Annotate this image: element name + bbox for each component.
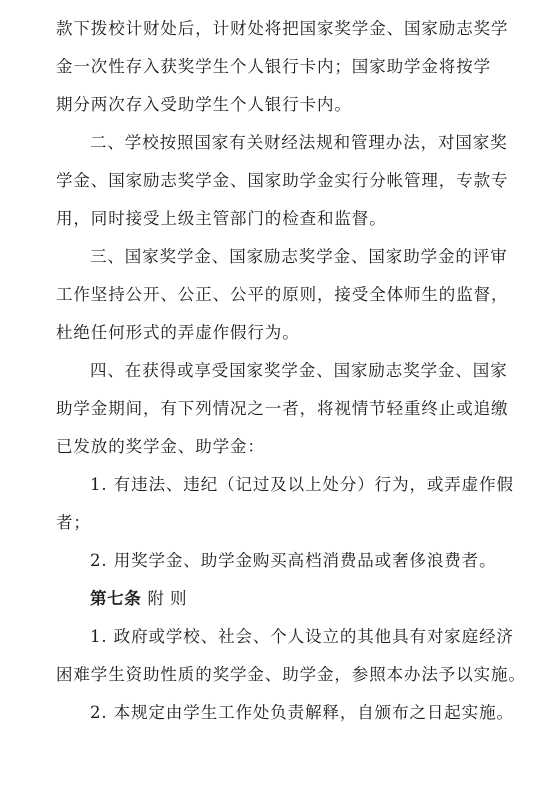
text-line: 已发放的奖学金、助学金： (56, 437, 265, 456)
text-line: 三、国家奖学金、国家励志奖学金、国家助学金的评审 (90, 247, 508, 266)
article-number: 第七条 (90, 589, 142, 608)
text-line: 助学金期间，有下列情况之一者，将视情节轻重终止或追缴 (56, 399, 509, 418)
text-line: 款下拨校计财处后，计财处将把国家奖学金、国家励志奖学 (56, 19, 509, 38)
text-line: 二、学校按照国家有关财经法规和管理办法，对国家奖 (90, 133, 508, 152)
list-item-violation (56, 466, 514, 542)
text-line: 学金、国家励志奖学金、国家助学金实行分帐管理，专款专 (56, 171, 509, 190)
text-line: 金一次性存入获奖学生个人银行卡内；国家助学金将按学 (56, 57, 491, 76)
text-line: 2. 本规定由学生工作处负责解释，自颁布之日起实施。 (90, 703, 514, 722)
list-item-luxury (56, 542, 506, 580)
paragraph-disbursement (56, 10, 509, 124)
text-line: 者； (56, 513, 91, 532)
text-line: 期分两次存入受助学生个人银行卡内。 (56, 95, 352, 114)
supplementary-item-one (56, 618, 526, 694)
text-line: 困难学生资助性质的奖学金、助学金，参照本办法予以实施。 (56, 665, 526, 684)
article-seven-heading (56, 580, 506, 618)
text-line: 杜绝任何形式的弄虚作假行为。 (56, 323, 300, 342)
text-line: 工作坚持公开、公正、公平的原则，接受全体师生的监督， (56, 285, 509, 304)
paragraph-four-termination (56, 352, 509, 466)
supplementary-item-two (56, 694, 514, 732)
text-line: 四、在获得或享受国家奖学金、国家励志奖学金、国家 (90, 361, 508, 380)
paragraph-three-review (56, 238, 509, 352)
text-line: 1. 有违法、违纪（记过及以上处分）行为，或弄虚作假 (90, 475, 514, 494)
text-line: 2. 用奖学金、助学金购买高档消费品或奢侈浪费者。 (90, 551, 497, 570)
paragraph-two-management (56, 124, 509, 238)
article-title: 附则 (147, 589, 193, 608)
document-page (56, 10, 526, 732)
text-line: 用，同时接受上级主管部门的检查和监督。 (56, 209, 387, 228)
text-line: 1. 政府或学校、社会、个人设立的其他具有对家庭经济 (90, 627, 514, 646)
